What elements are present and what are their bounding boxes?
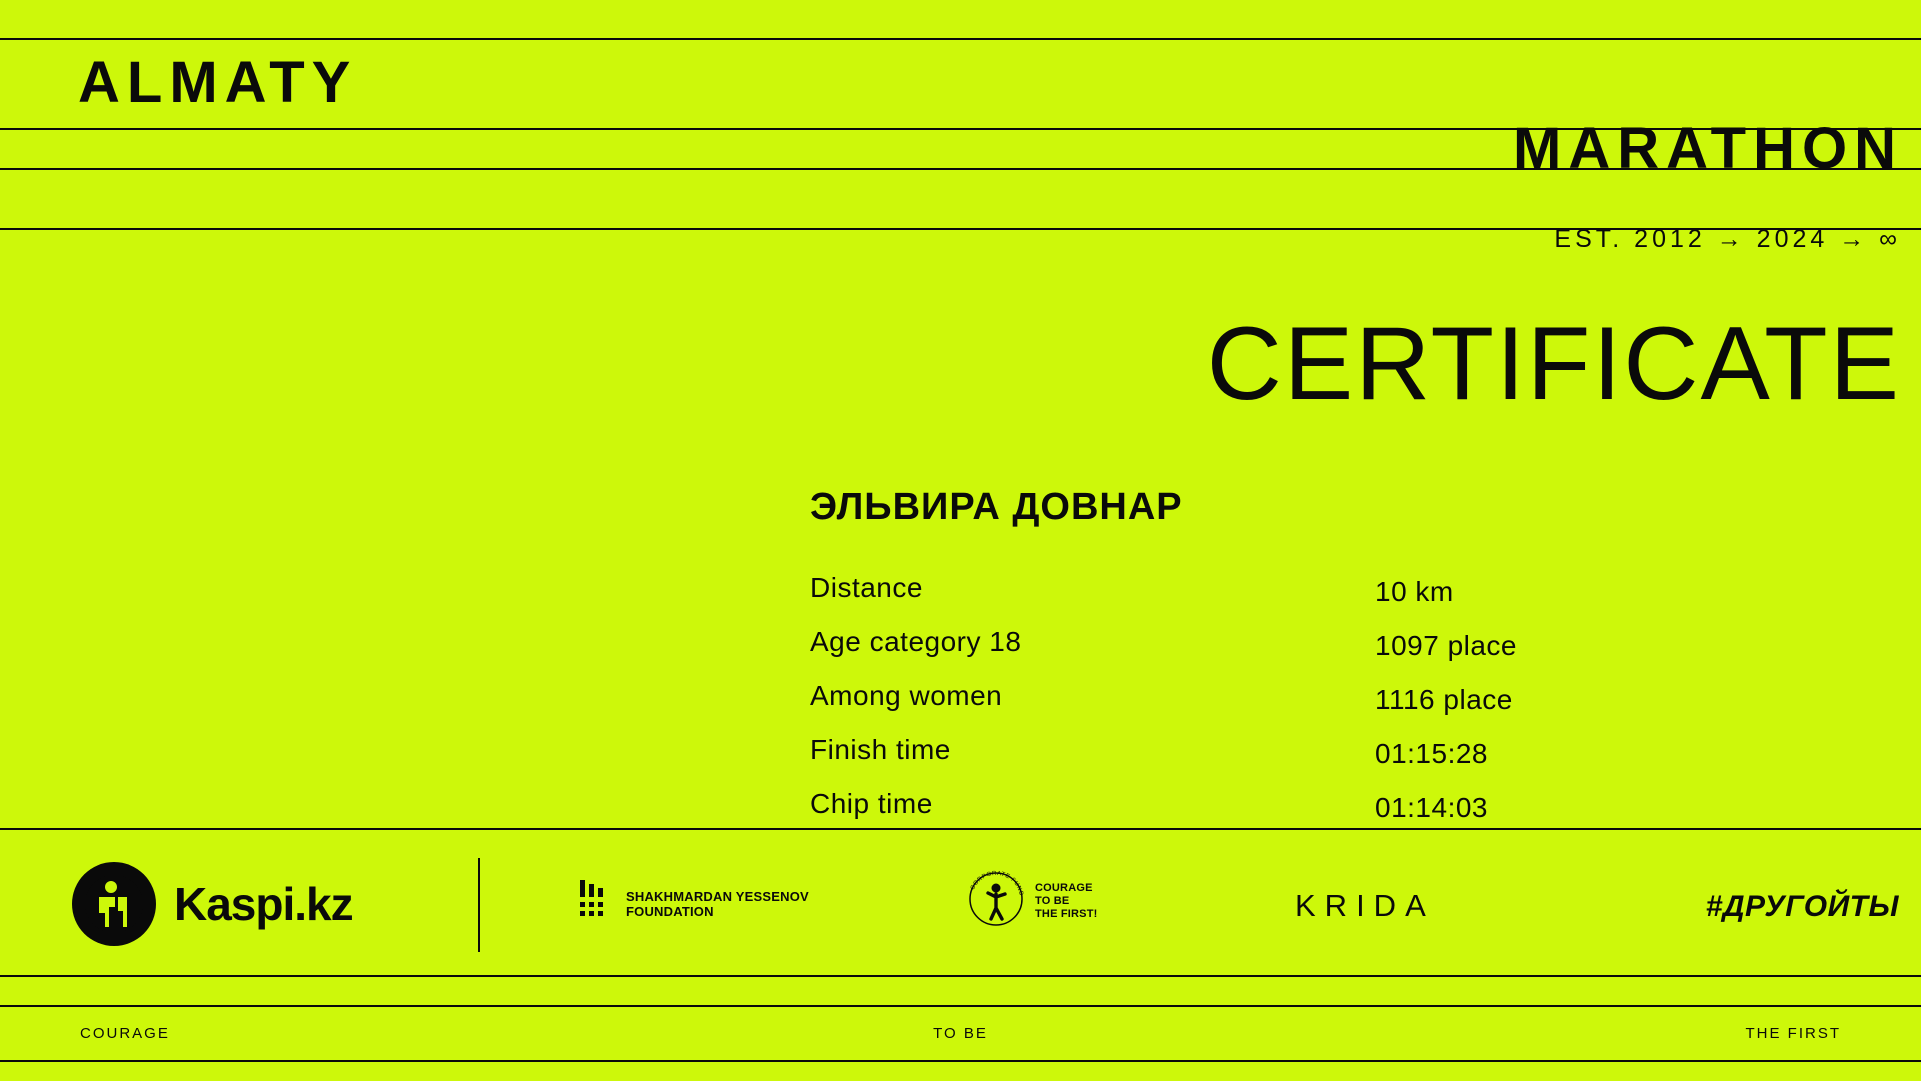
courage-fund-icon <box>965 868 1027 935</box>
footer-left: COURAGE <box>80 1024 170 1042</box>
established-text: EST. 2012 → 2024 → ∞ <box>1554 225 1901 253</box>
yessenov-line-2: FOUNDATION <box>626 903 714 919</box>
courage-fund-wordmark <box>1035 882 1098 921</box>
result-value: 01:14:03 <box>1375 792 1488 823</box>
divider-line-8 <box>0 1060 1921 1062</box>
result-label: Age category 18 <box>810 626 1022 657</box>
sponsor-yessenov-foundation <box>580 880 809 927</box>
table-row <box>810 788 1890 842</box>
kaspi-logo-icon <box>72 862 156 946</box>
result-label: Among women <box>810 680 1003 711</box>
result-label: Finish time <box>810 734 951 765</box>
sponsor-drugoity: #ДРУГОЙТЫ <box>1705 890 1899 923</box>
results-table <box>810 572 1890 842</box>
table-row <box>810 572 1890 626</box>
footer-middle: TO BE <box>933 1024 988 1042</box>
yessenov-wordmark <box>626 889 809 919</box>
brand-line-marathon: MARATHON <box>1513 116 1903 181</box>
sponsor-kaspi <box>72 862 353 946</box>
yessenov-bars-icon <box>580 880 614 927</box>
courage-line-3: THE FIRST! <box>1035 908 1098 920</box>
table-row <box>810 734 1890 788</box>
brand-line-almaty: ALMATY <box>78 50 358 115</box>
kaspi-wordmark: Kaspi.kz <box>174 878 353 930</box>
result-value: 01:15:28 <box>1375 738 1488 769</box>
sponsor-courage-fund <box>965 868 1098 935</box>
footer-right: THE FIRST <box>1745 1024 1841 1042</box>
divider-line-1 <box>0 38 1921 40</box>
courage-line-2: TO BE <box>1035 895 1070 907</box>
table-row <box>810 626 1890 680</box>
divider-line-6 <box>0 975 1921 977</box>
svg-text:CORPORATE FUND: CORPORATE FUND <box>970 870 1024 897</box>
divider-line-7 <box>0 1005 1921 1007</box>
courage-line-1: COURAGE <box>1035 882 1093 894</box>
yessenov-line-1: SHAKHMARDAN YESSENOV <box>626 888 809 904</box>
athlete-name: ЭЛЬВИРА ДОВНАР <box>810 486 1183 528</box>
page-title: CERTIFICATE <box>1206 306 1901 422</box>
table-row <box>810 680 1890 734</box>
footer-slogan <box>0 1018 1921 1048</box>
result-value: 1116 place <box>1375 684 1513 715</box>
result-value: 1097 place <box>1375 630 1518 661</box>
sponsor-krida: KRIDA <box>1295 888 1435 923</box>
result-label: Distance <box>810 572 923 603</box>
result-label: Chip time <box>810 788 933 819</box>
result-value: 10 km <box>1375 576 1454 607</box>
sponsor-divider <box>478 858 480 952</box>
